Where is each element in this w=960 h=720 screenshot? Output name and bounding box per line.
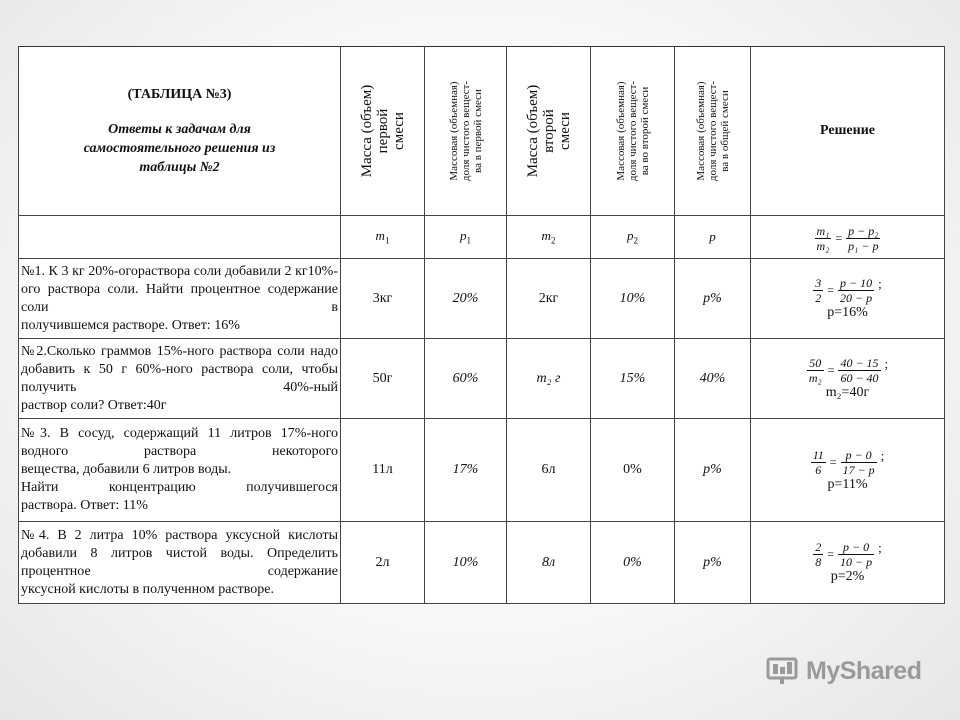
watermark-text: MyShared [806, 656, 922, 685]
solution-cell: $\frac{2}{8}$ = $\frac{p - 0}{10 - p}$ ; p=2% [751, 522, 945, 604]
value-p: p% [675, 419, 751, 522]
value-p1: 10% [425, 522, 507, 604]
problem-text: №1. К 3 кг 20%-огораствора соли добавили 2 кг10%-ого раствора соли. Найти процентное содержание соли в получившемся растворе. Ответ: 16% [19, 259, 341, 339]
symbol-p: p [675, 216, 751, 259]
value-p: p% [675, 259, 751, 339]
value-m1: 50г [341, 339, 425, 419]
value-p: 40% [675, 339, 751, 419]
header-row [19, 47, 945, 216]
value-m2: 6л [507, 419, 591, 522]
value-p2: 10% [591, 259, 675, 339]
answer: m₂=40г [825, 385, 870, 400]
value-p2: 15% [591, 339, 675, 419]
problem-text: №3. В сосуд, содержащий 11 литров 17%-ного водного раствора некоторого вещества, добавили 6 литров воды. Найти концентрацию получившегося раствора. Ответ: 11% [19, 419, 341, 522]
value-m2: 2кг [507, 259, 591, 339]
value-p: p% [675, 522, 751, 604]
answer: p=16% [827, 305, 868, 320]
col-mass-first: Масса (объем) первой смеси [341, 47, 425, 216]
presentation-icon [766, 656, 800, 686]
col-fraction-total: Массовая (объемная) доля чистого вещест- ва в общей смеси [675, 47, 751, 216]
col-fraction-second: Массовая (объемная) доля чистого вещест- ва во второй смеси [591, 47, 675, 216]
value-m1: 3кг [341, 259, 425, 339]
value-p1: 60% [425, 339, 507, 419]
value-m2: m₂ г [507, 339, 591, 419]
answer: p=11% [827, 476, 868, 492]
value-m2: 8л [507, 522, 591, 604]
table-title: (ТАБЛИЦА №3) [127, 87, 232, 102]
col-solution: Решение [751, 47, 945, 216]
general-formula: $\frac{\text{m₁}}{\text{m₂}}$ = $\frac{\text{p − p₂}}{\text{p₁ − p}}$ [751, 216, 945, 259]
value-m1: 2л [341, 522, 425, 604]
value-p1: 20% [425, 259, 507, 339]
table-row [19, 339, 945, 419]
table-title-cell [19, 47, 341, 216]
value-p1: 17% [425, 419, 507, 522]
solution-cell: $\frac{3}{2}$ = $\frac{p - 10}{20 - p}$ ; p=16% [751, 259, 945, 339]
answers-table [18, 46, 945, 604]
col-mass-second: Масса (объем) второй смеси [507, 47, 591, 216]
table-subtitle: Ответы к задачам для самостоятельного решения из таблицы №2 [83, 122, 276, 175]
symbol-p2: $p_2$ [591, 216, 675, 259]
symbol-m1: $m_1$ [341, 216, 425, 259]
symbol-m2: $m_2$ [507, 216, 591, 259]
table-row [19, 419, 945, 522]
value-p2: 0% [591, 419, 675, 522]
table-row [19, 259, 945, 339]
table-row [19, 522, 945, 604]
symbols-empty [19, 216, 341, 259]
problem-text: №2.Сколько граммов 15%-ного раствора соли надо добавить к 50 г 60%-ного раствора соли, чтобы получить 40%-ный раствор соли? Ответ:40г [19, 339, 341, 419]
value-p2: 0% [591, 522, 675, 604]
myshared-logo [766, 656, 921, 686]
answer: p=2% [830, 569, 865, 584]
value-m1: 11л [341, 419, 425, 522]
problem-text: №4. В 2 литра 10% раствора уксусной кислоты добавили 8 литров чистой воды. Определить процентное содержание уксусной кислоты в полученном растворе. [19, 522, 341, 604]
symbols-row [19, 216, 945, 259]
col-fraction-first: Массовая (объемная) доля чистого вещест- ва в первой смеси [425, 47, 507, 216]
solution-cell: $\frac{11}{6}$ = $\frac{p - 0}{17 - p}$ ; p=11% [751, 419, 945, 522]
symbol-p1: $p_1$ [425, 216, 507, 259]
solution-cell: $\frac{50}{\text{m₂}}$ = $\frac{40 - 15}{60 - 40}$ ; m₂=40г [751, 339, 945, 419]
